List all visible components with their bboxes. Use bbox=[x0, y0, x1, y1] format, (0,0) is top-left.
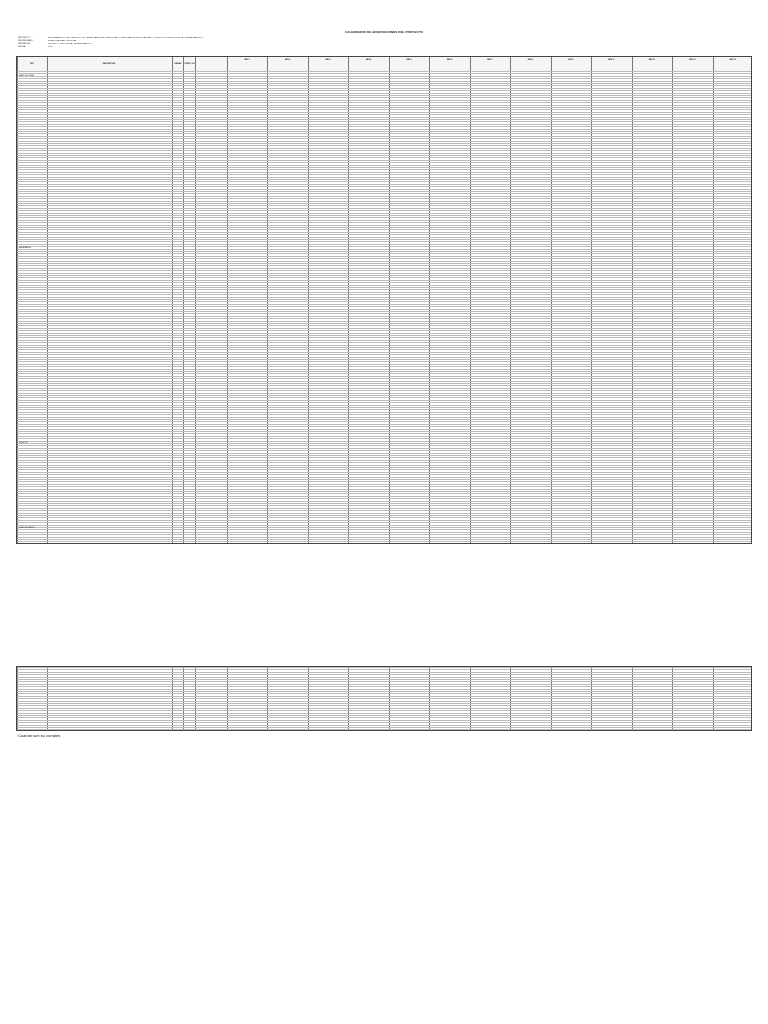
group-label: SUBCONTRATOS bbox=[19, 527, 35, 529]
grid-row-line bbox=[17, 153, 751, 154]
grid-row-line bbox=[17, 273, 751, 274]
grid-row-line bbox=[17, 261, 751, 262]
grid-row-line bbox=[17, 674, 751, 675]
grid-row-line bbox=[17, 244, 751, 245]
month-header: MES 11 bbox=[648, 59, 655, 61]
grid-row-line bbox=[17, 78, 751, 79]
grid-row-line bbox=[17, 395, 751, 396]
grid-row-line bbox=[17, 210, 751, 211]
grid-row-line bbox=[17, 436, 751, 437]
grid-row-line bbox=[17, 126, 751, 127]
grid-row-line bbox=[17, 311, 751, 312]
grid-row-line bbox=[17, 400, 751, 401]
grid-row-line bbox=[17, 371, 751, 372]
grid-row-line bbox=[17, 119, 751, 120]
grid-row-line bbox=[17, 309, 751, 310]
grid-row-line bbox=[17, 313, 751, 314]
grid-row-line bbox=[17, 265, 751, 266]
grid-row-line bbox=[17, 246, 751, 247]
footer-note: Cuando son su corrales bbox=[18, 733, 61, 738]
grid-row-line bbox=[17, 510, 751, 511]
grid-row-line bbox=[17, 323, 751, 324]
meta-key: FECHA bbox=[18, 46, 26, 49]
grid-row-line bbox=[17, 405, 751, 406]
grid-row-line bbox=[17, 109, 751, 110]
grid-row-line bbox=[17, 251, 751, 252]
grid-row-line bbox=[17, 481, 751, 482]
grid-row-line bbox=[17, 280, 751, 281]
grid-row-line bbox=[17, 513, 751, 514]
meta-key: UBICACION bbox=[18, 43, 31, 46]
grid-row-line bbox=[17, 73, 751, 74]
grid-row-line bbox=[17, 215, 751, 216]
grid-row-line bbox=[17, 385, 751, 386]
grid-row-line bbox=[17, 328, 751, 329]
grid-row-line bbox=[17, 460, 751, 461]
grid-row-line bbox=[17, 213, 751, 214]
grid-row-line bbox=[17, 318, 751, 319]
grid-row-line bbox=[17, 232, 751, 233]
grid-row-line bbox=[17, 133, 751, 134]
grid-row-line bbox=[17, 503, 751, 504]
grid-row-line bbox=[17, 258, 751, 259]
month-header: MES 9 bbox=[568, 59, 574, 61]
grid-row-line bbox=[17, 217, 751, 218]
grid-row-line bbox=[17, 162, 751, 163]
grid-row-line bbox=[17, 402, 751, 403]
grid-row-line bbox=[17, 342, 751, 343]
grid-row-line bbox=[17, 181, 751, 182]
grid-row-line bbox=[17, 433, 751, 434]
meta-value: 2023 bbox=[48, 46, 53, 49]
grid-row-line bbox=[17, 522, 751, 523]
group-label: MATERIALES bbox=[19, 247, 31, 249]
grid-row-line bbox=[17, 393, 751, 394]
grid-row-line bbox=[17, 438, 751, 439]
grid-row-line bbox=[17, 100, 751, 101]
meta-value: DISTRITO - PROVINCIA - DEPARTAMENTO bbox=[48, 43, 92, 46]
grid-row-line bbox=[17, 205, 751, 206]
grid-row-line bbox=[17, 333, 751, 334]
grid-row-line bbox=[17, 256, 751, 257]
grid-row-line bbox=[17, 184, 751, 185]
grid-row-line bbox=[17, 186, 751, 187]
grid-row-line bbox=[17, 681, 751, 682]
grid-row-line bbox=[17, 304, 751, 305]
grid-row-line bbox=[17, 361, 751, 362]
grid-row-line bbox=[17, 196, 751, 197]
grid-row-line bbox=[17, 450, 751, 451]
grid-row-line bbox=[17, 165, 751, 166]
grid-row-line bbox=[17, 493, 751, 494]
grid-row-line bbox=[17, 453, 751, 454]
grid-row-line bbox=[17, 378, 751, 379]
grid-row-line bbox=[17, 429, 751, 430]
grid-row-line bbox=[17, 517, 751, 518]
month-header: MES 1 bbox=[244, 59, 250, 61]
column-header: TIPO bbox=[29, 63, 35, 65]
month-header: MES 4 bbox=[365, 59, 372, 61]
grid-row-line bbox=[17, 722, 751, 723]
grid-row-line bbox=[17, 191, 751, 192]
meta-row bbox=[18, 46, 578, 49]
grid-row-line bbox=[17, 292, 751, 293]
month-header: MES 3 bbox=[325, 59, 331, 61]
grid-row-line bbox=[17, 129, 751, 130]
grid-row-line bbox=[17, 263, 751, 264]
grid-row-line bbox=[17, 407, 751, 408]
grid-row-line bbox=[17, 234, 751, 235]
grid-row-line bbox=[17, 388, 751, 389]
month-header: MES 6 bbox=[446, 59, 453, 61]
month-header: MES 12 bbox=[689, 59, 696, 61]
grid-row-line bbox=[17, 71, 751, 72]
grid-row-line bbox=[17, 515, 751, 516]
grid-row-line bbox=[17, 679, 751, 680]
grid-row-line bbox=[17, 359, 751, 360]
grid-row-line bbox=[17, 667, 751, 668]
grid-row-line bbox=[17, 93, 751, 94]
grid-row-line bbox=[17, 684, 751, 685]
grid-row-line bbox=[17, 268, 751, 269]
grid-row-line bbox=[17, 121, 751, 122]
grid-row-line bbox=[17, 294, 751, 295]
document-title: CALENDARIO DE ADQUISICIONES DEL PROYECTO bbox=[344, 30, 424, 34]
grid-row-line bbox=[17, 117, 751, 118]
grid-row-line bbox=[17, 520, 751, 521]
document-meta bbox=[18, 37, 578, 49]
grid-row-line bbox=[17, 172, 751, 173]
grid-row-line bbox=[17, 727, 751, 728]
grid-row-line bbox=[17, 136, 751, 137]
grid-row-line bbox=[17, 369, 751, 370]
grid-row-line bbox=[17, 691, 751, 692]
column-header: DESCRIPCION bbox=[102, 63, 116, 65]
grid-row-line bbox=[17, 299, 751, 300]
column-header: UNIDAD bbox=[174, 63, 182, 65]
subcontratos-table bbox=[16, 666, 752, 731]
grid-row-line bbox=[17, 457, 751, 458]
grid-row-line bbox=[17, 174, 751, 175]
month-header: MES 7 bbox=[487, 59, 493, 61]
grid-row-line bbox=[17, 112, 751, 113]
grid-row-line bbox=[17, 409, 751, 410]
grid-row-line bbox=[17, 167, 751, 168]
month-header: MES 5 bbox=[406, 59, 412, 61]
grid-row-line bbox=[17, 448, 751, 449]
grid-row-line bbox=[17, 239, 751, 240]
grid-row-line bbox=[17, 484, 751, 485]
grid-row-line bbox=[17, 160, 751, 161]
grid-row-line bbox=[17, 316, 751, 317]
grid-row-line bbox=[17, 698, 751, 699]
grid-row-line bbox=[17, 88, 751, 89]
grid-row-line bbox=[17, 85, 751, 86]
grid-row-line bbox=[17, 412, 751, 413]
grid-row-line bbox=[17, 472, 751, 473]
grid-row-line bbox=[17, 249, 751, 250]
grid-row-line bbox=[17, 441, 751, 442]
grid-row-line bbox=[17, 525, 751, 526]
grid-row-line bbox=[17, 275, 751, 276]
grid-row-line bbox=[17, 277, 751, 278]
grid-row-line bbox=[17, 505, 751, 506]
grid-row-line bbox=[17, 76, 751, 77]
grid-row-line bbox=[17, 477, 751, 478]
grid-row-line bbox=[17, 715, 751, 716]
grid-row-line bbox=[17, 330, 751, 331]
grid-row-line bbox=[17, 693, 751, 694]
grid-row-line bbox=[17, 131, 751, 132]
grid-row-line bbox=[17, 498, 751, 499]
grid-row-line bbox=[17, 352, 751, 353]
grid-row-line bbox=[17, 469, 751, 470]
grid-row-line bbox=[17, 325, 751, 326]
meta-key: PROPIETARIO bbox=[18, 40, 33, 43]
grid-row-line bbox=[17, 306, 751, 307]
grid-row-line bbox=[17, 347, 751, 348]
grid-row-line bbox=[17, 462, 751, 463]
grid-row-line bbox=[17, 285, 751, 286]
grid-row-line bbox=[17, 345, 751, 346]
grid-row-line bbox=[17, 725, 751, 726]
column-header: P.UNIT COS bbox=[184, 63, 195, 65]
grid-row-line bbox=[17, 489, 751, 490]
grid-row-line bbox=[17, 508, 751, 509]
grid-row-line bbox=[17, 124, 751, 125]
grid-row-line bbox=[17, 83, 751, 84]
grid-row-line bbox=[17, 376, 751, 377]
grid-row-line bbox=[17, 537, 751, 538]
grid-row-line bbox=[17, 95, 751, 96]
grid-row-line bbox=[17, 467, 751, 468]
grid-row-line bbox=[17, 241, 751, 242]
grid-row-line bbox=[17, 501, 751, 502]
grid-row-line bbox=[17, 532, 751, 533]
grid-row-line bbox=[17, 177, 751, 178]
grid-row-line bbox=[17, 287, 751, 288]
grid-row-line bbox=[17, 729, 751, 730]
grid-row-line bbox=[17, 366, 751, 367]
grid-row-line bbox=[17, 414, 751, 415]
grid-row-line bbox=[17, 672, 751, 673]
grid-row-line bbox=[17, 179, 751, 180]
grid-row-line bbox=[17, 364, 751, 365]
grid-row-line bbox=[17, 97, 751, 98]
grid-row-line bbox=[17, 220, 751, 221]
grid-row-line bbox=[17, 157, 751, 158]
grid-row-line bbox=[17, 445, 751, 446]
grid-row-line bbox=[17, 708, 751, 709]
grid-row-line bbox=[17, 141, 751, 142]
grid-row-line bbox=[17, 465, 751, 466]
grid-row-line bbox=[17, 105, 751, 106]
grid-row-line bbox=[17, 717, 751, 718]
grid-row-line bbox=[17, 150, 751, 151]
grid-row-line bbox=[17, 431, 751, 432]
grid-row-line bbox=[17, 335, 751, 336]
grid-row-line bbox=[17, 426, 751, 427]
grid-row-line bbox=[17, 669, 751, 670]
grid-row-line bbox=[17, 713, 751, 714]
group-label: MANO DE OBRA bbox=[19, 75, 34, 77]
grid-row-line bbox=[17, 114, 751, 115]
grid-row-line bbox=[17, 237, 751, 238]
grid-row-line bbox=[17, 349, 751, 350]
grid-row-line bbox=[17, 169, 751, 170]
grid-row-line bbox=[17, 474, 751, 475]
grid-row-line bbox=[17, 541, 751, 542]
grid-row-line bbox=[17, 90, 751, 91]
grid-row-line bbox=[17, 203, 751, 204]
grid-row-line bbox=[17, 527, 751, 528]
grid-row-line bbox=[17, 534, 751, 535]
grid-row-line bbox=[17, 417, 751, 418]
grid-row-line bbox=[17, 390, 751, 391]
month-header: MES 8 bbox=[527, 59, 534, 61]
grid-row-line bbox=[17, 373, 751, 374]
grid-row-line bbox=[17, 148, 751, 149]
grid-row-line bbox=[17, 301, 751, 302]
group-label: EQUIPOS bbox=[19, 442, 28, 444]
month-header: MES 10 bbox=[608, 59, 615, 61]
grid-row-line bbox=[17, 689, 751, 690]
meta-value: MUNICIPALIDAD DISTRITAL bbox=[48, 40, 77, 43]
grid-row-line bbox=[17, 289, 751, 290]
grid-row-line bbox=[17, 222, 751, 223]
grid-row-line bbox=[17, 208, 751, 209]
grid-row-line bbox=[17, 107, 751, 108]
grid-row-line bbox=[17, 229, 751, 230]
grid-row-line bbox=[17, 189, 751, 190]
grid-row-line bbox=[17, 486, 751, 487]
grid-row-line bbox=[17, 227, 751, 228]
grid-row-line bbox=[17, 720, 751, 721]
grid-row-line bbox=[17, 701, 751, 702]
grid-row-line bbox=[17, 686, 751, 687]
grid-row-line bbox=[17, 496, 751, 497]
grid-row-line bbox=[17, 297, 751, 298]
grid-row-line bbox=[17, 354, 751, 355]
grid-row-line bbox=[17, 710, 751, 711]
grid-row-line bbox=[17, 138, 751, 139]
grid-row-line bbox=[17, 201, 751, 202]
grid-row-line bbox=[17, 421, 751, 422]
grid-row-line bbox=[17, 529, 751, 530]
grid-row-line bbox=[17, 155, 751, 156]
table-header bbox=[17, 57, 751, 72]
grid-row-line bbox=[17, 677, 751, 678]
month-header: MES 2 bbox=[284, 59, 291, 61]
grid-row-line bbox=[17, 145, 751, 146]
grid-row-line bbox=[17, 696, 751, 697]
grid-row-line bbox=[17, 193, 751, 194]
grid-row-line bbox=[17, 282, 751, 283]
grid-row-line bbox=[17, 539, 751, 540]
grid-row-line bbox=[17, 419, 751, 420]
grid-row-line bbox=[17, 340, 751, 341]
adquisiciones-table bbox=[16, 56, 752, 544]
grid-row-line bbox=[17, 102, 751, 103]
month-header: MES 13 bbox=[729, 59, 736, 61]
meta-value: MEJORAMIENTO DEL SERVICIO DE TRANSITABILIDAD VEHICULAR Y PEATONAL EN LA LOCALIDAD - DISTRITO DE LA PROVINCIA - DEPARTAMENTO bbox=[48, 37, 203, 39]
grid-row-line bbox=[17, 397, 751, 398]
grid-row-line bbox=[17, 198, 751, 199]
grid-row-line bbox=[17, 270, 751, 271]
grid-row-line bbox=[17, 479, 751, 480]
grid-row-line bbox=[17, 321, 751, 322]
meta-key: PROYECTO bbox=[18, 37, 31, 39]
grid-row-line bbox=[17, 143, 751, 144]
grid-row-line bbox=[17, 455, 751, 456]
grid-row-line bbox=[17, 381, 751, 382]
grid-row-line bbox=[17, 253, 751, 254]
grid-row-line bbox=[17, 357, 751, 358]
grid-row-line bbox=[17, 225, 751, 226]
grid-row-line bbox=[17, 424, 751, 425]
grid-row-line bbox=[17, 337, 751, 338]
grid-row-line bbox=[17, 81, 751, 82]
grid-row-line bbox=[17, 443, 751, 444]
grid-row-line bbox=[17, 383, 751, 384]
grid-row-line bbox=[17, 705, 751, 706]
grid-row-line bbox=[17, 703, 751, 704]
grid-row-line bbox=[17, 491, 751, 492]
